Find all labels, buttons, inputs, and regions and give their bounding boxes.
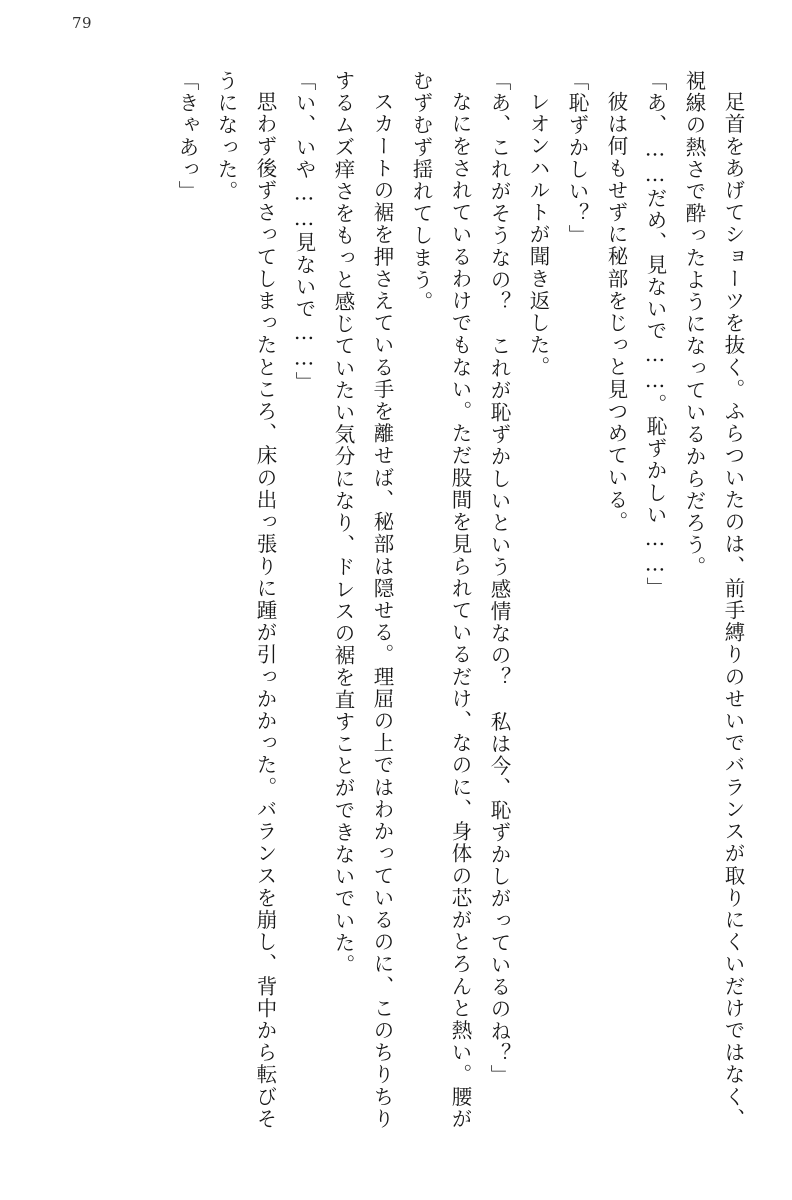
- paragraph: 「あ、これがそうなの？ これが恥ずかしいという感情なの？ 私は今、恥ずかしがっているのね？」: [487, 70, 511, 1087]
- paragraph: スカートの裾を押さえている手を離せば、秘部は隠せる。理屈の上ではわかっているのに、このちりちりするムズ痒さをもっと感じていたい気分になり、ドレスの裾を直すことができないでいた。: [331, 70, 394, 1130]
- paragraph: 彼は何もせずに秘部をじっと見つめている。: [604, 91, 628, 533]
- paragraph: レオンハルトが聞き返した。: [526, 91, 550, 379]
- paragraph: 足首をあげてショーツを抜く。ふらついたのは、前手縛りのせいでバランスが取りにくいだけではなく、視線の熱さで酔ったようになっているからだろう。: [682, 70, 745, 1130]
- paragraph: 思わず後ずさってしまったところ、床の出っ張りに踵が引っかかった。バランスを崩し、背中から転びそうになった。: [214, 70, 277, 1130]
- paragraph: 「きゃあっ」: [175, 70, 199, 203]
- paragraph: 「恥ずかしい？」: [565, 70, 589, 247]
- body-text-block: [40, 70, 752, 1130]
- paragraph: なにをされているわけでもない。ただ股間を見られているだけ、なのに、身体の芯がとろんと熱い。腰がむずむず揺れてしまう。: [409, 70, 472, 1130]
- paragraph: 「あ、……だめ、見ないで……。恥ずかしい……」: [643, 70, 667, 600]
- page-number: 79: [72, 14, 93, 32]
- paragraph: 「い、いや……見ないで……」: [292, 70, 316, 394]
